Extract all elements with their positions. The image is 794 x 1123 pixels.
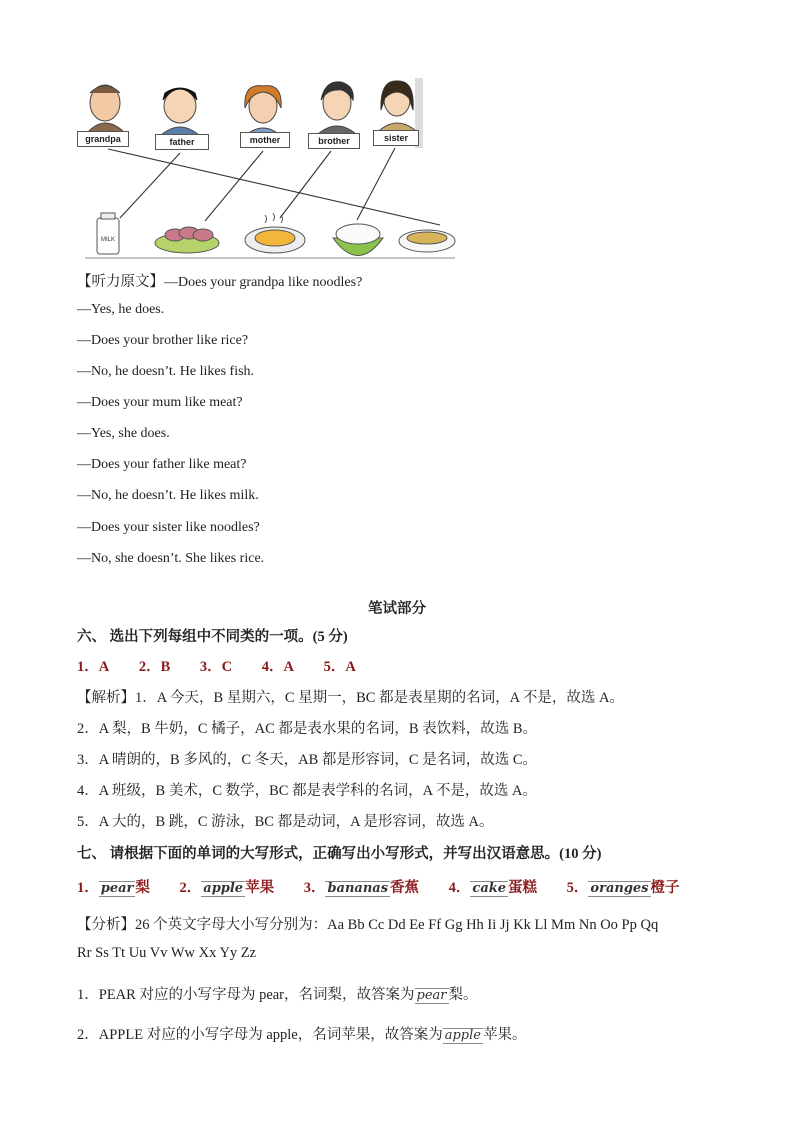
s7-answer-3: 3． bananas 香蕉 <box>303 880 420 896</box>
noodles-icon <box>399 230 455 252</box>
s7-answer-5: 5． oranges 橙子 <box>566 880 680 896</box>
rice-icon <box>333 224 383 256</box>
label-grandpa: grandpa <box>77 131 129 147</box>
section6-analysis-5: 5．A 大的，B 跳，C 游泳，BC 都是动词，A 是形容词，故选 A。 <box>77 814 494 830</box>
label-brother: brother <box>308 133 360 149</box>
section6-title: 六、 选出下列每组中不同类的一项。(5 分) <box>77 629 348 645</box>
answer-5: 5．A <box>323 659 356 675</box>
s7-answer-4: 4． cake 蛋糕 <box>448 880 538 896</box>
transcript-line-0: 【听力原文】—Does your grandpa like noodles? <box>77 274 363 290</box>
written-section-title: 笔试部分 <box>368 601 426 617</box>
section7-answers <box>77 876 706 897</box>
section7-analysis-line2: Rr Ss Tt Uu Vv Ww Xx Yy Zz <box>77 945 257 961</box>
transcript-line-1: —Yes, he does. <box>77 302 165 317</box>
matching-lines <box>108 148 440 225</box>
transcript-heading: 【听力原文】 <box>77 274 164 290</box>
s7-answer-1: 1． pear 梨 <box>77 880 150 896</box>
transcript-line-8: —Does your sister like noodles? <box>77 520 260 535</box>
transcript-line-7: —No, he doesn’t. He likes milk. <box>77 488 259 503</box>
transcript-line-4: —Does your mum like meat? <box>77 395 243 410</box>
section7-item-1: 1．PEAR 对应的小写字母为 pear，名词梨，故答案为 pear 梨。 <box>77 987 478 1003</box>
section7-title: 七、 请根据下面的单词的大写形式，正确写出小写形式，并写出汉语意思。(10 分) <box>77 846 602 862</box>
section6-answers <box>77 655 382 676</box>
answer-4: 4．A <box>261 659 294 675</box>
transcript-line-6: —Does your father like meat? <box>77 457 247 472</box>
section6-analysis-4: 4．A 班级，B 美术，C 数学，BC 都是表学科的名词，A 不是，故选 A。 <box>77 783 537 799</box>
section6-analysis-3: 3．A 晴朗的，B 多风的，C 冬天，AB 都是形容词，C 是名词，故选 C。 <box>77 752 537 768</box>
answer-2: 2．B <box>138 659 171 675</box>
father-portrait <box>160 88 200 140</box>
section7-item-2: 2．APPLE 对应的小写字母为 apple，名词苹果，故答案为 apple 苹果。 <box>77 1027 527 1043</box>
answer-3: 3．C <box>199 659 233 675</box>
brother-portrait <box>318 82 356 138</box>
transcript-line-5: —Yes, she does. <box>77 426 170 441</box>
label-father: father <box>155 134 209 150</box>
matching-illustration <box>75 78 460 263</box>
section6-analysis-2: 2．A 梨，B 牛奶，C 橘子，AC 都是表水果的名词，B 表饮料，故选 B。 <box>77 721 537 737</box>
transcript-line-3: —No, he doesn’t. He likes fish. <box>77 364 255 379</box>
label-sister: sister <box>373 130 419 146</box>
label-mother: mother <box>240 132 290 148</box>
svg-text:MILK: MILK <box>100 237 116 243</box>
answer-1: 1．A <box>77 659 110 675</box>
transcript-line-2: —Does your brother like rice? <box>77 333 249 348</box>
milk-icon <box>97 213 119 254</box>
matching-svg <box>75 78 460 263</box>
section6-analysis-1: 【解析】1．A 今天，B 星期六，C 星期一，BC 都是表星期的名词，A 不是，故选 A。 <box>77 690 624 706</box>
s7-answer-2: 2． apple 苹果 <box>179 880 275 896</box>
section7-analysis-line1: 【分析】26 个英文字母大小写分别为：Aa Bb Cc Dd Ee Ff Gg Hh Ii Jj Kk Ll Mm Nn Oo Pp Qq <box>77 917 659 933</box>
fish-icon <box>245 213 305 253</box>
transcript-line-9: —No, she doesn’t. She likes rice. <box>77 551 265 566</box>
meat-icon <box>155 227 219 253</box>
